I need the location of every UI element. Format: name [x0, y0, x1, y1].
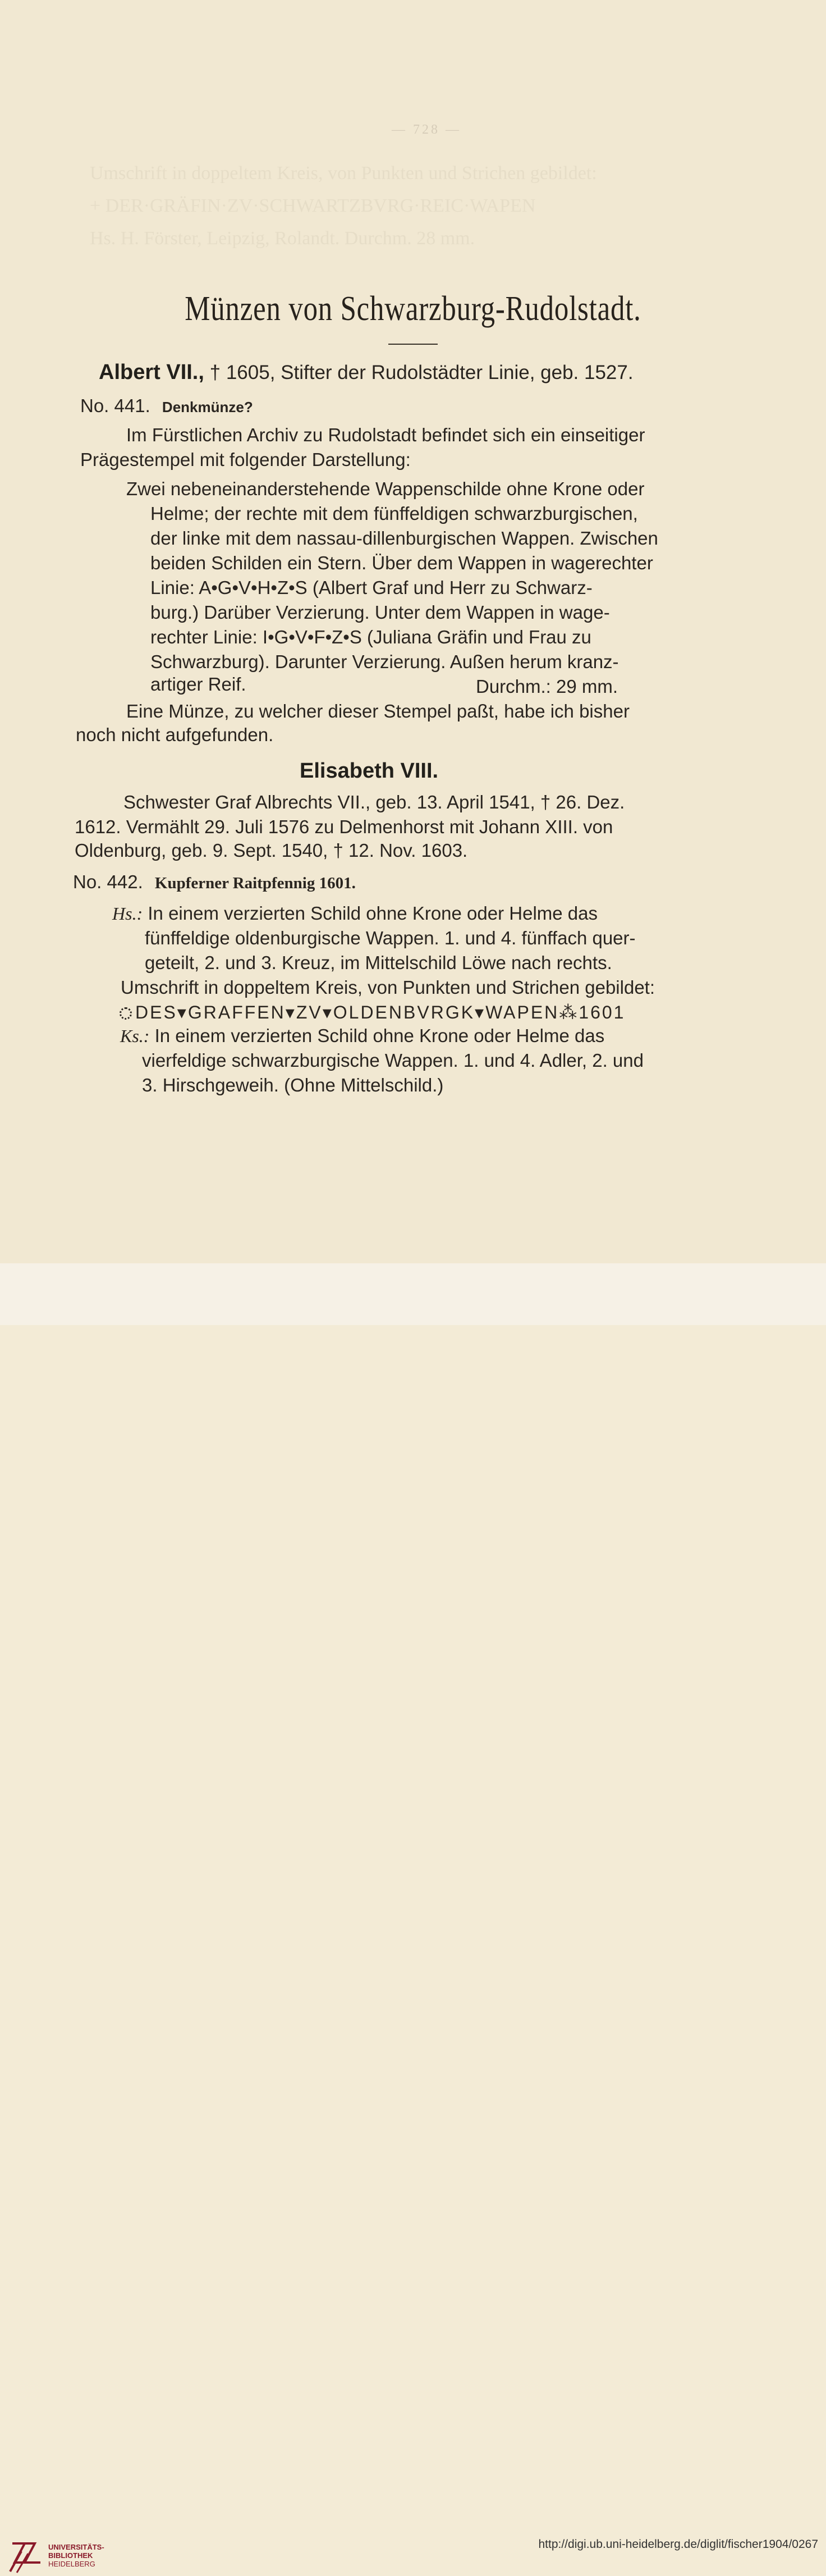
reverse-line: 3. Hirschgeweih. (Ohne Mittelschild.): [142, 1075, 444, 1095]
scanned-page: [0, 0, 826, 1263]
obverse-label: Hs.:: [112, 903, 143, 924]
description-line: Helme; der rechte mit dem fünffeldigen schwarzburgischen,: [150, 503, 638, 524]
section-heading-elisabeth: Elisabeth VIII.: [300, 759, 439, 783]
description-line: Schwarzburg). Darunter Verzierung. Außen herum kranz-: [150, 651, 619, 672]
obverse-line: [112, 901, 598, 926]
item-441-line: [80, 393, 253, 420]
bleed-line: Hs. H. Förster, Leipzig, Rolandt. Durchm. 28 mm.: [90, 228, 475, 249]
bio-line: 1612. Vermählt 29. Juli 1576 zu Delmenhorst mit Johann XIII. von: [75, 816, 613, 837]
closing-line: Eine Münze, zu welcher dieser Stempel paßt, habe ich bisher: [126, 701, 630, 721]
library-logo-icon: [8, 2539, 43, 2576]
description-line: beiden Schilden ein Stern. Über dem Wappen in wagerechter: [150, 552, 653, 573]
library-name-line: UNIVERSITÄTS-: [48, 2543, 104, 2551]
viewer-footer: [0, 1263, 826, 2568]
obverse-line: geteilt, 2. und 3. Kreuz, im Mittelschild Löwe nach rechts.: [145, 952, 612, 973]
bio-line: Oldenburg, geb. 9. Sept. 1540, † 12. Nov. 1603.: [75, 840, 468, 861]
item-label: Kupferner Raitpfennig 1601.: [154, 874, 356, 892]
bleed-line: + DER·GRÄFIN·ZV·SCHWARTZBVRG·REIC·WAPEN: [90, 195, 536, 216]
reverse-line: vierfeldige schwarzburgische Wappen. 1. und 4. Adler, 2. und: [142, 1050, 644, 1071]
obverse-line: fünffeldige oldenburgische Wappen. 1. und 4. fünffach quer-: [145, 928, 636, 948]
description-line: artiger Reif.: [150, 674, 246, 695]
bleed-line: Umschrift in doppeltem Kreis, von Punkten und Strichen gebildet:: [90, 163, 597, 184]
section-heading-albert: [99, 359, 634, 386]
bio-line: Schwester Graf Albrechts VII., geb. 13. April 1541, † 26. Dez.: [123, 792, 625, 812]
item-label: Denkmünze?: [162, 399, 253, 415]
library-name-line: HEIDELBERG: [48, 2560, 95, 2568]
library-name: [48, 2543, 104, 2568]
description-line: Zwei nebeneinanderstehende Wappenschilde ohne Krone oder: [126, 478, 645, 499]
description-line: Linie: A•G•V•H•Z•S (Albert Graf und Herr zu Schwarz-: [150, 577, 593, 598]
obverse-text: In einem verzierten Schild ohne Krone oder Helme das: [143, 903, 598, 924]
inscription-description: Umschrift in doppeltem Kreis, von Punkten und Strichen gebildet:: [121, 977, 655, 998]
page-title: Münzen von Schwarzburg-Rudolstadt.: [185, 290, 641, 328]
permalink-url[interactable]: http://digi.ub.uni-heidelberg.de/diglit/fischer1904/0267: [538, 2538, 818, 2551]
intro-line: Im Fürstlichen Archiv zu Rudolstadt befindet sich ein einseitiger: [126, 424, 645, 445]
bleed-through-page-number: — 728 —: [392, 122, 461, 137]
closing-line: noch nicht aufgefunden.: [76, 724, 274, 745]
item-442-line: [73, 869, 356, 896]
coin-legend: [120, 999, 625, 1025]
coin-legend-text: DES▾GRAFFEN▾ZV▾OLDENBVRGK▾WAPEN⁂1601: [135, 1002, 626, 1022]
item-number: No. 441.: [80, 395, 150, 416]
description-line: burg.) Darüber Verzierung. Unter dem Wappen in wage-: [150, 602, 610, 623]
intro-line: Prägestempel mit folgender Darstellung:: [80, 449, 411, 470]
title-divider: [388, 344, 438, 345]
reverse-label: Ks.:: [120, 1026, 150, 1046]
description-line: rechter Linie: I•G•V•F•Z•S (Juliana Gräfin und Frau zu: [150, 627, 591, 647]
description-line: der linke mit dem nassau-dillenburgischen Wappen. Zwischen: [150, 528, 658, 549]
section-heading-details: † 1605, Stifter der Rudolstädter Linie, geb. 1527.: [204, 362, 634, 383]
library-name-line: BIBLIOTHEK: [48, 2551, 93, 2560]
diameter: Durchm.: 29 mm.: [476, 676, 618, 697]
section-heading-name: Albert VII.,: [99, 360, 204, 384]
reverse-line: [120, 1023, 604, 1049]
item-number: No. 442.: [73, 871, 143, 892]
reverse-text: In einem verzierten Schild ohne Krone oder Helme das: [149, 1025, 605, 1046]
rosette-icon: [120, 1007, 132, 1020]
bleed-through-text: [90, 157, 718, 258]
